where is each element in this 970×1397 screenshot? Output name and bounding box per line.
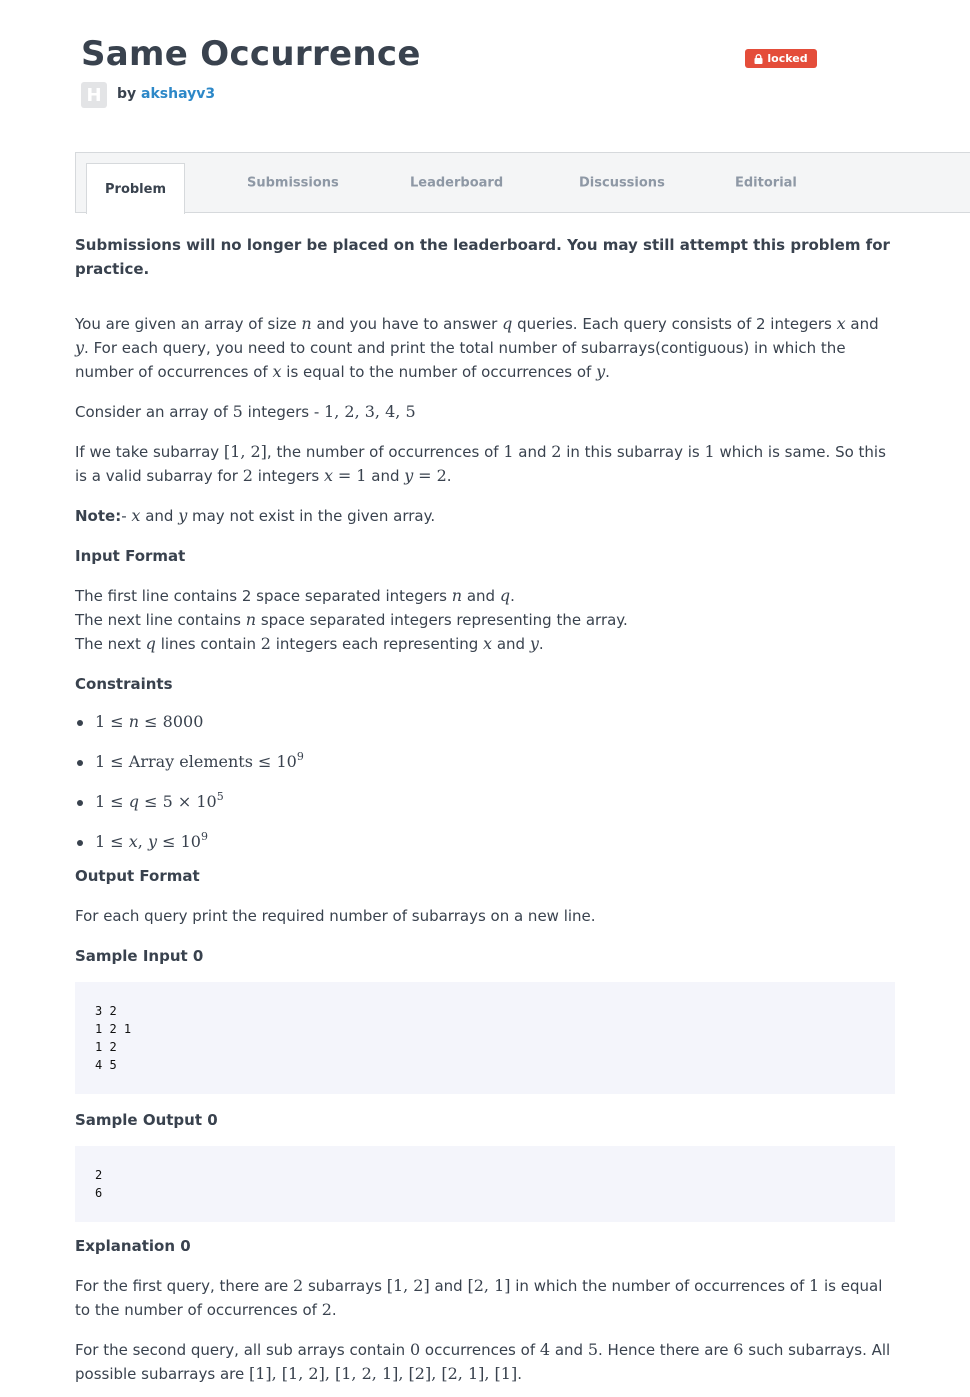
output-format-text: For each query print the required number of subarrays on a new line.	[75, 907, 596, 925]
example-explanation: If we take subarray [1, 2], the number of occurrences of 1 and 2 in this subarray is 1 which is same. So this is a valid subarray for 2 integers x = 1 and y = 2.	[75, 442, 886, 485]
example-paragraph: Consider an array of 5 integers - 1, 2, 3, 4, 5	[75, 402, 416, 421]
constraints-list	[75, 708, 895, 868]
note-paragraph: Note:- x and y may not exist in the given array.	[75, 506, 436, 525]
constraint-item: 1 ≤ Array elements ≤ $10^9$	[75, 748, 895, 788]
avatar[interactable]: H	[81, 82, 107, 108]
tab-leaderboard[interactable]: Leaderboard	[410, 175, 504, 191]
practice-notice: Submissions will no longer be placed on the leaderboard. You may still attempt this problem for practice.	[75, 236, 890, 278]
note-label: Note:	[75, 507, 122, 525]
tab-submissions[interactable]: Submissions	[247, 175, 339, 191]
lock-icon	[754, 54, 763, 64]
tab-bar	[75, 152, 970, 213]
constraint-item: 1 ≤ n ≤ 8000	[75, 708, 895, 748]
sample-input-heading: Sample Input 0	[75, 947, 204, 965]
sample-output-block: 2 6	[75, 1146, 895, 1222]
page-title: Same Occurrence	[81, 34, 421, 74]
constraint-item: 1 ≤ x, $y \le 10^9$	[75, 828, 895, 868]
tab-problem[interactable]: Problem	[86, 163, 185, 214]
by-prefix: by	[117, 86, 137, 102]
input-format-heading: Input Format	[75, 547, 186, 565]
sample-output-heading: Sample Output 0	[75, 1111, 218, 1129]
problem-statement	[75, 233, 895, 1386]
badge-label: locked	[767, 52, 808, 65]
sample-input-block: 3 2 1 2 1 1 2 4 5	[75, 982, 895, 1094]
input-format-text: The first line contains 2 space separated integers n and q. The next line contains n space separated integers representing the array. The next q lines contain 2 integers each representing x and y.	[75, 586, 628, 653]
tab-discussions[interactable]: Discussions	[579, 175, 665, 191]
byline	[117, 86, 215, 102]
constraint-item: $1 \le q \le 5 \times 10^5$	[75, 788, 895, 828]
explanation-first-query: For the first query, there are 2 subarrays [1, 2] and [2, 1] in which the number of occurrences of 1 is equal to the number of occurrences of 2.	[75, 1276, 883, 1319]
output-format-heading: Output Format	[75, 867, 200, 885]
constraints-heading: Constraints	[75, 675, 173, 693]
tab-editorial[interactable]: Editorial	[735, 175, 797, 191]
problem-description: You are given an array of size n and you have to answer q queries. Each query consists of 2 integers x and y. For each query, you need to count and print the total number of subarrays(contiguous) in which the number of occurrences of x is equal to the number of occurrences of y.	[75, 314, 879, 381]
author-link[interactable]: akshayv3	[141, 86, 216, 102]
locked-badge	[745, 49, 817, 68]
explanation-second-query: For the second query, all sub arrays contain 0 occurrences of 4 and 5. Hence there are 6 such subarrays. All possible subarrays are [1], [1, 2], [1, 2, 1], [2], [2, 1], [1].	[75, 1340, 891, 1383]
explanation-heading: Explanation 0	[75, 1237, 191, 1255]
